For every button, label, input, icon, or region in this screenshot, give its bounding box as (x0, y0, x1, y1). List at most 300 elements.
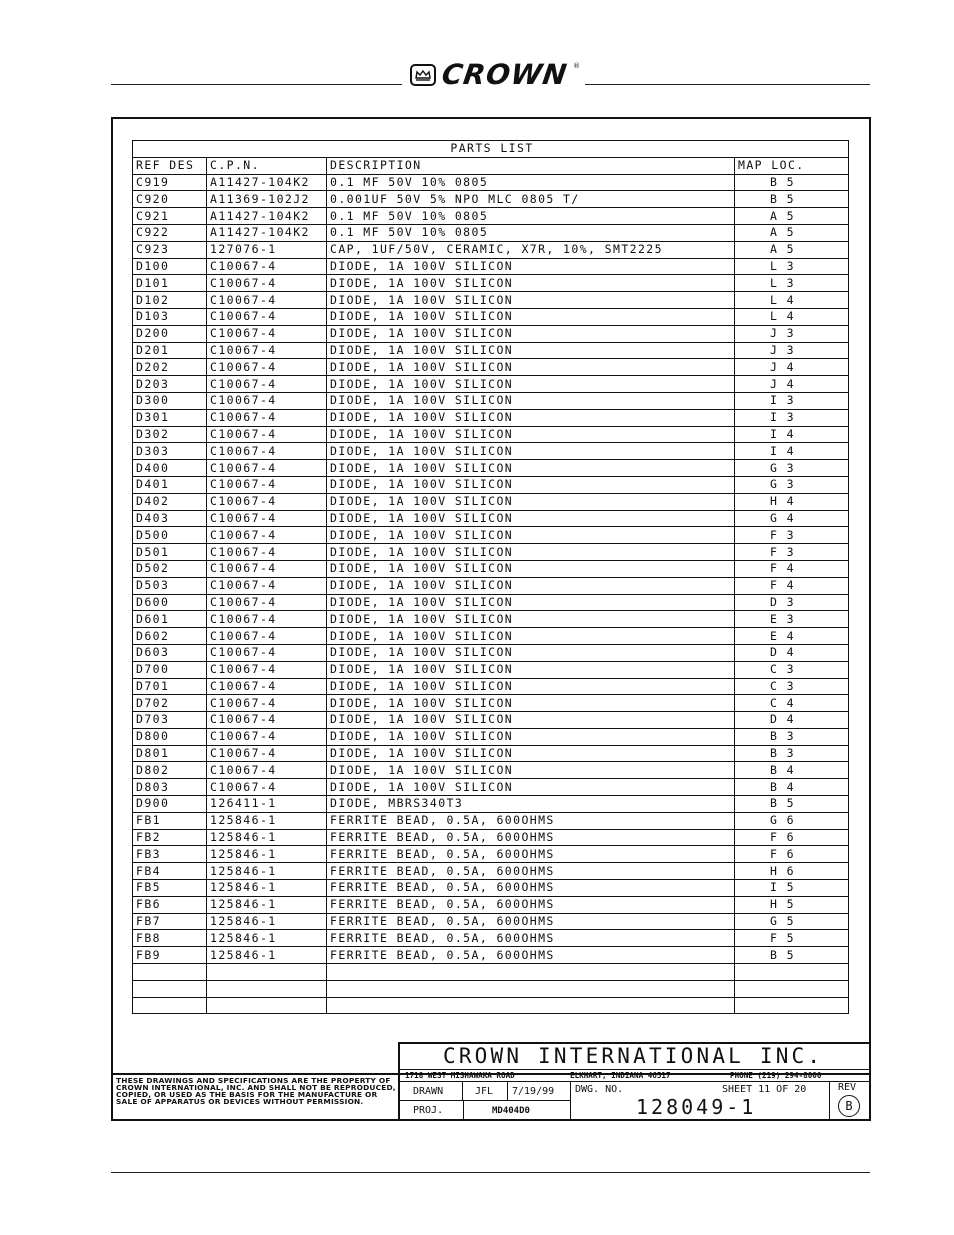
cell-cpn: C10067-4 (207, 560, 327, 577)
cell-cpn: C10067-4 (207, 695, 327, 712)
cell-ref-des: D103 (133, 308, 207, 325)
map-loc-value: D 4 (770, 712, 795, 727)
cell-description: 0.001UF 50V 5% NPO MLC 0805 T/ (327, 191, 735, 208)
cell-description: DIODE, 1A 100V SILICON (327, 527, 735, 544)
map-loc-value: G 5 (770, 914, 795, 929)
cell-ref-des: D300 (133, 392, 207, 409)
map-loc-value: E 3 (770, 611, 795, 626)
cell-description: DIODE, 1A 100V SILICON (327, 745, 735, 762)
cell-cpn: C10067-4 (207, 644, 327, 661)
cell-cpn: C10067-4 (207, 308, 327, 325)
table-row (133, 460, 849, 477)
cell-cpn: 127076-1 (207, 241, 327, 258)
cell-ref-des: D703 (133, 712, 207, 729)
cell-cpn: C10067-4 (207, 510, 327, 527)
cell-map-loc (735, 896, 849, 913)
cell-map-loc (735, 846, 849, 863)
cell-cpn: C10067-4 (207, 476, 327, 493)
map-loc-value: E 4 (770, 628, 795, 643)
cell-cpn: C10067-4 (207, 359, 327, 376)
cell-cpn: C10067-4 (207, 745, 327, 762)
map-loc-value: B 5 (770, 191, 795, 206)
cell-description: FERRITE BEAD, 0.5A, 600OHMS (327, 846, 735, 863)
cell-map-loc (735, 577, 849, 594)
map-loc-value: B 3 (770, 729, 795, 744)
map-loc-value: I 3 (770, 410, 795, 425)
column-header-cpn: C.P.N. (207, 157, 327, 174)
cell-map-loc (735, 930, 849, 947)
proj-value: MD404D0 (492, 1106, 530, 1116)
cell-ref-des: D501 (133, 544, 207, 561)
cell-ref-des: D700 (133, 661, 207, 678)
cell-cpn: C10067-4 (207, 493, 327, 510)
cell-map-loc (735, 812, 849, 829)
cell-map-loc (735, 544, 849, 561)
rev-label: REV (838, 1082, 857, 1093)
cell-cpn: C10067-4 (207, 392, 327, 409)
drawn-label: DRAWN (413, 1086, 444, 1097)
map-loc-value: L 4 (770, 292, 795, 307)
table-row (133, 762, 849, 779)
cell-ref-des: D403 (133, 510, 207, 527)
cell-description: DIODE, 1A 100V SILICON (327, 762, 735, 779)
cell-cpn: C10067-4 (207, 426, 327, 443)
map-loc-value: L 4 (770, 309, 795, 324)
cell-ref-des: D101 (133, 275, 207, 292)
table-row (133, 191, 849, 208)
table-row (133, 325, 849, 342)
cell-cpn: C10067-4 (207, 275, 327, 292)
cell-map-loc (735, 829, 849, 846)
cell-ref-des: D900 (133, 796, 207, 813)
cell-cpn: C10067-4 (207, 594, 327, 611)
cell-description: DIODE, 1A 100V SILICON (327, 392, 735, 409)
map-loc-value: F 4 (770, 561, 795, 576)
cell-map-loc (735, 208, 849, 225)
cell-map-loc (735, 224, 849, 241)
cell-cpn: C10067-4 (207, 712, 327, 729)
cell-description: FERRITE BEAD, 0.5A, 600OHMS (327, 829, 735, 846)
cell-description: DIODE, 1A 100V SILICON (327, 308, 735, 325)
cell-map-loc (735, 460, 849, 477)
cell-description: DIODE, 1A 100V SILICON (327, 493, 735, 510)
cell-description: DIODE, 1A 100V SILICON (327, 577, 735, 594)
cell-map-loc (735, 359, 849, 376)
cell-cpn: C10067-4 (207, 527, 327, 544)
cell-description: FERRITE BEAD, 0.5A, 600OHMS (327, 947, 735, 964)
table-row (133, 174, 849, 191)
blank-cell (207, 964, 327, 981)
cell-ref-des: FB3 (133, 846, 207, 863)
parts-list-table (132, 140, 849, 1014)
map-loc-value: I 3 (770, 393, 795, 408)
map-loc-value: L 3 (770, 275, 795, 290)
map-loc-value: H 4 (770, 494, 795, 509)
map-loc-value: I 4 (770, 426, 795, 441)
blank-cell (133, 980, 207, 997)
cell-description: DIODE, MBRS340T3 (327, 796, 735, 813)
cell-description: DIODE, 1A 100V SILICON (327, 611, 735, 628)
map-loc-value: F 5 (770, 930, 795, 945)
table-row (133, 493, 849, 510)
map-loc-value: F 6 (770, 846, 795, 861)
company-address: 1718 WEST MISHAWAKA ROAD (405, 1071, 515, 1080)
cell-map-loc (735, 695, 849, 712)
table-row (133, 510, 849, 527)
column-header-description: DESCRIPTION (327, 157, 735, 174)
dwg-no-label: DWG. NO. (575, 1084, 624, 1095)
cell-ref-des: C921 (133, 208, 207, 225)
cell-ref-des: D303 (133, 443, 207, 460)
map-loc-value: I 5 (770, 880, 795, 895)
table-row (133, 376, 849, 393)
cell-ref-des: D603 (133, 644, 207, 661)
cell-description: 0.1 MF 50V 10% 0805 (327, 208, 735, 225)
cell-description: DIODE, 1A 100V SILICON (327, 476, 735, 493)
cell-map-loc (735, 745, 849, 762)
map-loc-value: H 6 (770, 863, 795, 878)
cell-description: CAP, 1UF/50V, CERAMIC, X7R, 10%, SMT2225 (327, 241, 735, 258)
map-loc-value: B 3 (770, 746, 795, 761)
map-loc-value: A 5 (770, 208, 795, 223)
cell-cpn: 126411-1 (207, 796, 327, 813)
cell-description: 0.1 MF 50V 10% 0805 (327, 174, 735, 191)
cell-description: DIODE, 1A 100V SILICON (327, 712, 735, 729)
cell-description: DIODE, 1A 100V SILICON (327, 678, 735, 695)
company-city: ELKHART, INDIANA 46517 (570, 1071, 671, 1080)
cell-map-loc (735, 493, 849, 510)
map-loc-value: J 3 (770, 342, 795, 357)
table-row (133, 426, 849, 443)
map-loc-value: B 5 (770, 174, 795, 189)
cell-map-loc (735, 712, 849, 729)
cell-description: DIODE, 1A 100V SILICON (327, 409, 735, 426)
cell-ref-des: FB4 (133, 863, 207, 880)
cell-description: DIODE, 1A 100V SILICON (327, 644, 735, 661)
map-loc-value: C 4 (770, 695, 795, 710)
cell-map-loc (735, 258, 849, 275)
map-loc-value: B 4 (770, 762, 795, 777)
map-loc-value: A 5 (770, 242, 795, 257)
cell-cpn: A11369-102J2 (207, 191, 327, 208)
cell-ref-des: D601 (133, 611, 207, 628)
cell-cpn: A11427-104K2 (207, 208, 327, 225)
cell-map-loc (735, 880, 849, 897)
cell-description: DIODE, 1A 100V SILICON (327, 544, 735, 561)
cell-cpn: C10067-4 (207, 258, 327, 275)
cell-map-loc (735, 779, 849, 796)
map-loc-value: F 3 (770, 544, 795, 559)
map-loc-value: I 4 (770, 443, 795, 458)
cell-description: DIODE, 1A 100V SILICON (327, 728, 735, 745)
cell-map-loc (735, 476, 849, 493)
cell-cpn: C10067-4 (207, 678, 327, 695)
cell-map-loc (735, 392, 849, 409)
table-row (133, 224, 849, 241)
logo-wordmark: CROWN (439, 58, 570, 91)
cell-ref-des: FB1 (133, 812, 207, 829)
map-loc-value: D 4 (770, 645, 795, 660)
cell-description: DIODE, 1A 100V SILICON (327, 661, 735, 678)
table-row (133, 745, 849, 762)
cell-description: DIODE, 1A 100V SILICON (327, 510, 735, 527)
cell-ref-des: D802 (133, 762, 207, 779)
cell-description: DIODE, 1A 100V SILICON (327, 325, 735, 342)
cell-cpn: C10067-4 (207, 443, 327, 460)
footer-rule (111, 1172, 870, 1173)
cell-map-loc (735, 174, 849, 191)
map-loc-value: B 5 (770, 947, 795, 962)
blank-table-row (133, 980, 849, 997)
cell-ref-des: D200 (133, 325, 207, 342)
cell-description: DIODE, 1A 100V SILICON (327, 292, 735, 309)
cell-description: FERRITE BEAD, 0.5A, 600OHMS (327, 863, 735, 880)
cell-map-loc (735, 863, 849, 880)
cell-cpn: C10067-4 (207, 409, 327, 426)
cell-map-loc (735, 628, 849, 645)
cell-map-loc (735, 426, 849, 443)
cell-map-loc (735, 325, 849, 342)
cell-description: DIODE, 1A 100V SILICON (327, 376, 735, 393)
cell-ref-des: D402 (133, 493, 207, 510)
parts-list-body (133, 174, 849, 1014)
cell-description: FERRITE BEAD, 0.5A, 600OHMS (327, 896, 735, 913)
cell-map-loc (735, 728, 849, 745)
table-row (133, 863, 849, 880)
cell-ref-des: D600 (133, 594, 207, 611)
drawing-number: 128049-1 (636, 1095, 757, 1119)
map-loc-value: C 3 (770, 662, 795, 677)
table-row (133, 880, 849, 897)
cell-ref-des: D701 (133, 678, 207, 695)
blank-table-row (133, 964, 849, 981)
parts-list-title: PARTS LIST (133, 141, 849, 158)
cell-ref-des: D401 (133, 476, 207, 493)
cell-cpn: C10067-4 (207, 292, 327, 309)
column-header-ref-des: REF DES (133, 157, 207, 174)
cell-ref-des: D203 (133, 376, 207, 393)
cell-ref-des: C922 (133, 224, 207, 241)
cell-map-loc (735, 342, 849, 359)
cell-map-loc (735, 191, 849, 208)
cell-ref-des: D602 (133, 628, 207, 645)
cell-description: DIODE, 1A 100V SILICON (327, 560, 735, 577)
cell-map-loc (735, 560, 849, 577)
cell-cpn: C10067-4 (207, 728, 327, 745)
cell-description: DIODE, 1A 100V SILICON (327, 695, 735, 712)
table-row (133, 292, 849, 309)
proprietary-notice: THESE DRAWINGS AND SPECIFICATIONS ARE THE PROPERTY OF CROWN INTERNATIONAL, INC. AND SHALL NOT BE REPRODUCED, COPIED, OR USED AS THE BASIS FOR THE MANUFACTURE OR SALE OF APPARATUS OR DEVICES WITHOUT PERMISSION. (116, 1076, 396, 1106)
table-row (133, 342, 849, 359)
map-loc-value: C 3 (770, 678, 795, 693)
blank-cell (327, 980, 735, 997)
cell-map-loc (735, 409, 849, 426)
cell-map-loc (735, 947, 849, 964)
table-row (133, 728, 849, 745)
cell-map-loc (735, 762, 849, 779)
cell-cpn: 125846-1 (207, 812, 327, 829)
cell-description: DIODE, 1A 100V SILICON (327, 594, 735, 611)
cell-map-loc (735, 913, 849, 930)
table-row (133, 560, 849, 577)
table-row (133, 476, 849, 493)
cell-map-loc (735, 661, 849, 678)
table-row (133, 577, 849, 594)
cell-cpn: 125846-1 (207, 913, 327, 930)
cell-description: FERRITE BEAD, 0.5A, 600OHMS (327, 812, 735, 829)
map-loc-value: D 3 (770, 594, 795, 609)
cell-ref-des: FB9 (133, 947, 207, 964)
cell-ref-des: D302 (133, 426, 207, 443)
cell-ref-des: FB5 (133, 880, 207, 897)
table-row (133, 443, 849, 460)
rev-circle (838, 1095, 860, 1117)
cell-description: DIODE, 1A 100V SILICON (327, 628, 735, 645)
cell-cpn: 125846-1 (207, 896, 327, 913)
cell-description: 0.1 MF 50V 10% 0805 (327, 224, 735, 241)
cell-ref-des: D102 (133, 292, 207, 309)
cell-cpn: C10067-4 (207, 342, 327, 359)
map-loc-value: A 5 (770, 225, 795, 240)
cell-ref-des: D202 (133, 359, 207, 376)
company-name: CROWN INTERNATIONAL INC. (443, 1044, 824, 1068)
cell-description: DIODE, 1A 100V SILICON (327, 460, 735, 477)
table-row (133, 661, 849, 678)
cell-ref-des: D500 (133, 527, 207, 544)
cell-cpn: 125846-1 (207, 863, 327, 880)
cell-description: DIODE, 1A 100V SILICON (327, 275, 735, 292)
table-row (133, 359, 849, 376)
column-header-map-loc: MAP LOC. (735, 157, 849, 174)
cell-map-loc (735, 644, 849, 661)
cell-map-loc (735, 527, 849, 544)
cell-cpn: 125846-1 (207, 930, 327, 947)
map-loc-value: B 5 (770, 796, 795, 811)
cell-map-loc (735, 594, 849, 611)
cell-map-loc (735, 443, 849, 460)
map-loc-value: L 3 (770, 258, 795, 273)
cell-description: DIODE, 1A 100V SILICON (327, 342, 735, 359)
table-row (133, 611, 849, 628)
cell-ref-des: D803 (133, 779, 207, 796)
drawn-by: JFL (475, 1086, 494, 1097)
blank-cell (207, 980, 327, 997)
blank-cell (735, 964, 849, 981)
header-rule-left (111, 84, 402, 85)
cell-ref-des: D201 (133, 342, 207, 359)
map-loc-value: J 4 (770, 376, 795, 391)
cell-map-loc (735, 611, 849, 628)
cell-cpn: C10067-4 (207, 577, 327, 594)
table-row (133, 829, 849, 846)
cell-cpn: 125846-1 (207, 846, 327, 863)
cell-cpn: A11427-104K2 (207, 224, 327, 241)
cell-cpn: 125846-1 (207, 947, 327, 964)
table-row (133, 392, 849, 409)
proj-label: PROJ. (413, 1105, 444, 1116)
table-row (133, 275, 849, 292)
map-loc-value: J 4 (770, 359, 795, 374)
cell-description: DIODE, 1A 100V SILICON (327, 359, 735, 376)
cell-cpn: A11427-104K2 (207, 174, 327, 191)
company-phone: PHONE (219) 294-8000 (730, 1071, 822, 1080)
map-loc-value: F 6 (770, 830, 795, 845)
header-rule-right (585, 84, 870, 85)
cell-ref-des: D502 (133, 560, 207, 577)
blank-cell (735, 997, 849, 1014)
cell-map-loc (735, 376, 849, 393)
map-loc-value: G 3 (770, 477, 795, 492)
cell-map-loc (735, 275, 849, 292)
cell-map-loc (735, 796, 849, 813)
table-row (133, 544, 849, 561)
table-row (133, 208, 849, 225)
blank-table-row (133, 997, 849, 1014)
map-loc-value: J 3 (770, 326, 795, 341)
blank-cell (327, 997, 735, 1014)
table-row (133, 644, 849, 661)
map-loc-value: G 3 (770, 460, 795, 475)
registered-mark: ® (573, 62, 580, 70)
cell-cpn: C10067-4 (207, 611, 327, 628)
map-loc-value: F 4 (770, 578, 795, 593)
cell-ref-des: C919 (133, 174, 207, 191)
cell-map-loc (735, 292, 849, 309)
table-row (133, 846, 849, 863)
cell-cpn: C10067-4 (207, 376, 327, 393)
table-row (133, 594, 849, 611)
map-loc-value: H 5 (770, 897, 795, 912)
blank-cell (207, 997, 327, 1014)
table-row (133, 527, 849, 544)
cell-cpn: C10067-4 (207, 762, 327, 779)
cell-ref-des: D400 (133, 460, 207, 477)
drawn-date: 7/19/99 (512, 1086, 555, 1097)
table-row (133, 258, 849, 275)
cell-ref-des: D801 (133, 745, 207, 762)
cell-ref-des: FB7 (133, 913, 207, 930)
blank-cell (133, 997, 207, 1014)
table-row (133, 628, 849, 645)
crown-icon (410, 64, 436, 86)
cell-description: DIODE, 1A 100V SILICON (327, 779, 735, 796)
table-row (133, 695, 849, 712)
blank-cell (327, 964, 735, 981)
cell-description: DIODE, 1A 100V SILICON (327, 258, 735, 275)
cell-ref-des: D503 (133, 577, 207, 594)
cell-description: FERRITE BEAD, 0.5A, 600OHMS (327, 913, 735, 930)
address-rule (398, 1069, 871, 1070)
map-loc-value: G 4 (770, 510, 795, 525)
cell-map-loc (735, 510, 849, 527)
cell-map-loc (735, 308, 849, 325)
cell-cpn: C10067-4 (207, 460, 327, 477)
cell-description: FERRITE BEAD, 0.5A, 600OHMS (327, 880, 735, 897)
cell-map-loc (735, 678, 849, 695)
cell-ref-des: D301 (133, 409, 207, 426)
cell-cpn: C10067-4 (207, 779, 327, 796)
map-loc-value: F 3 (770, 527, 795, 542)
cell-cpn: 125846-1 (207, 880, 327, 897)
cell-ref-des: FB2 (133, 829, 207, 846)
cell-ref-des: FB6 (133, 896, 207, 913)
cell-description: FERRITE BEAD, 0.5A, 600OHMS (327, 930, 735, 947)
cell-ref-des: D100 (133, 258, 207, 275)
cell-description: DIODE, 1A 100V SILICON (327, 426, 735, 443)
blank-cell (735, 980, 849, 997)
blank-cell (133, 964, 207, 981)
table-row (133, 796, 849, 813)
